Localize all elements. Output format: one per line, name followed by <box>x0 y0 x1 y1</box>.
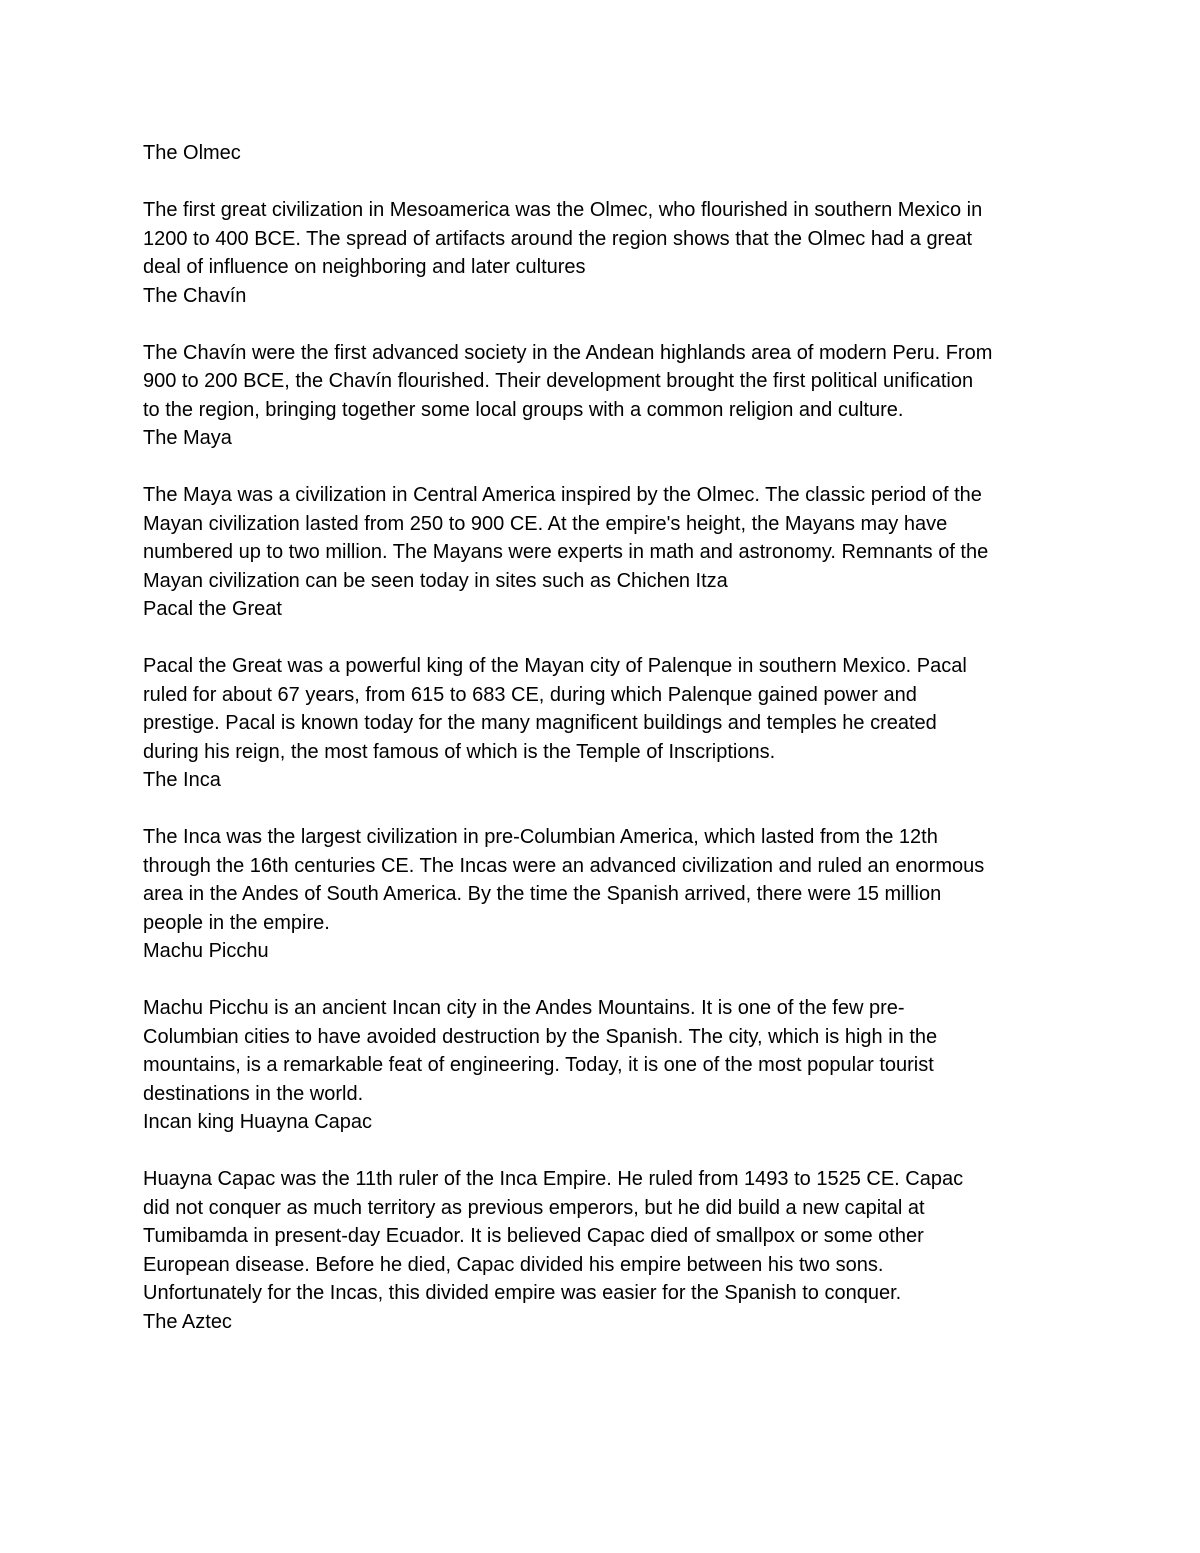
section-heading: The Chavín <box>143 284 247 307</box>
body-line: Huayna Capac was the 11th ruler of the Inca Empire. He ruled from 1493 to 1525 CE. Capac <box>143 1168 964 1190</box>
body-line: European disease. Before he died, Capac divided his empire between his two sons. <box>143 1253 884 1276</box>
body-line: deal of influence on neighboring and later cultures <box>143 256 586 278</box>
blank-line <box>143 168 1073 197</box>
body-line: destinations in the world. <box>143 1082 364 1105</box>
body-line: The Chavín were the first advanced society in the Andean highlands area of modern Peru. From <box>143 341 993 364</box>
section-heading: The Aztec <box>143 1310 232 1333</box>
body-line: to the region, bringing together some local groups with a common religion and culture. <box>143 398 904 421</box>
section-heading: The Olmec <box>143 142 241 164</box>
section-heading: Machu Picchu <box>143 940 269 962</box>
body-line: Mayan civilization can be seen today in sites such as Chichen Itza <box>143 569 728 592</box>
body-line: Unfortunately for the Incas, this divided empire was easier for the Spanish to conquer. <box>143 1282 902 1304</box>
blank-line <box>143 1137 1073 1166</box>
body-line: through the 16th centuries CE. The Incas were an advanced civilization and ruled an enormous <box>143 854 985 877</box>
body-line: during his reign, the most famous of which is the Temple of Inscriptions. <box>143 740 776 763</box>
blank-line <box>143 453 1073 482</box>
body-line: Pacal the Great was a powerful king of the Mayan city of Palenque in southern Mexico. Pacal <box>143 655 967 677</box>
blank-line <box>143 795 1073 824</box>
body-line: numbered up to two million. The Mayans were experts in math and astronomy. Remnants of the <box>143 541 989 563</box>
body-line: people in the empire. <box>143 911 330 934</box>
section-heading: The Maya <box>143 427 232 449</box>
body-line: Mayan civilization lasted from 250 to 900 CE. At the empire's height, the Mayans may have <box>143 512 948 535</box>
body-line: The Inca was the largest civilization in pre-Columbian America, which lasted from the 12th <box>143 826 938 848</box>
document-page <box>143 139 1073 1336</box>
body-line: Machu Picchu is an ancient Incan city in the Andes Mountains. It is one of the few pre- <box>143 997 905 1019</box>
body-line: The Maya was a civilization in Central America inspired by the Olmec. The classic period of the <box>143 484 982 506</box>
body-line: 900 to 200 BCE, the Chavín flourished. Their development brought the first political unification <box>143 370 974 392</box>
body-line: mountains, is a remarkable feat of engineering. Today, it is one of the most popular tourist <box>143 1054 934 1076</box>
blank-line <box>143 624 1073 653</box>
body-line: The first great civilization in Mesoamerica was the Olmec, who flourished in southern Mexico in <box>143 199 983 221</box>
section-heading: Pacal the Great <box>143 598 282 620</box>
section-heading: The Inca <box>143 769 221 791</box>
blank-line <box>143 966 1073 995</box>
section-heading: Incan king Huayna Capac <box>143 1111 373 1133</box>
body-line: area in the Andes of South America. By the time the Spanish arrived, there were 15 million <box>143 883 942 905</box>
body-line: ruled for about 67 years, from 615 to 683 CE, during which Palenque gained power and <box>143 683 917 706</box>
blank-line <box>143 310 1073 339</box>
body-line: Tumibamda in present-day Ecuador. It is believed Capac died of smallpox or some other <box>143 1225 924 1247</box>
body-line: 1200 to 400 BCE. The spread of artifacts around the region shows that the Olmec had a great <box>143 227 973 250</box>
body-line: did not conquer as much territory as previous emperors, but he did build a new capital at <box>143 1196 925 1219</box>
body-line: prestige. Pacal is known today for the many magnificent buildings and temples he created <box>143 712 937 734</box>
body-line: Columbian cities to have avoided destruction by the Spanish. The city, which is high in the <box>143 1025 938 1048</box>
